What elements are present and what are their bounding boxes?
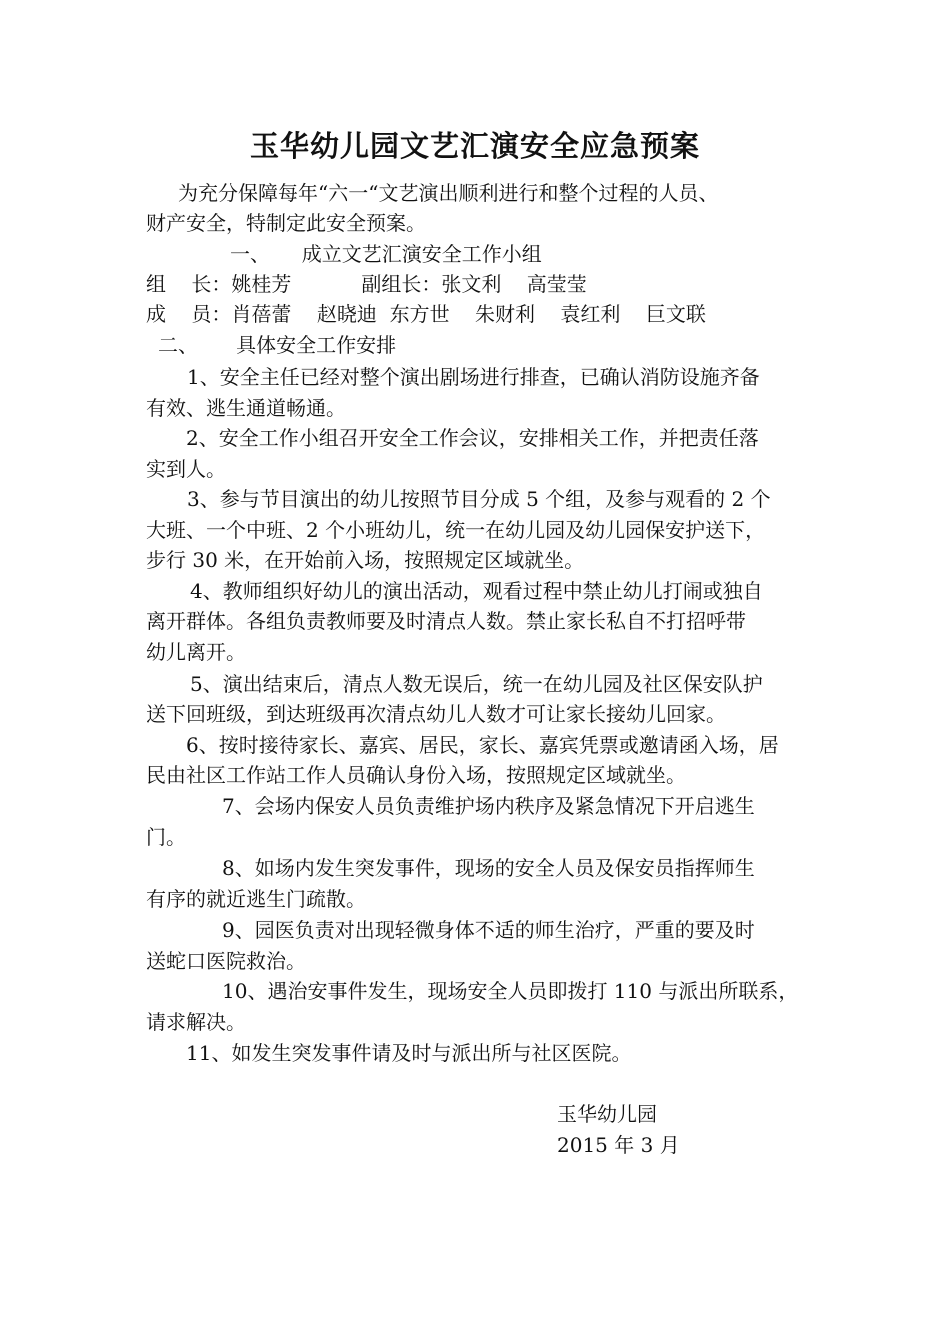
item-5-line-2: 送下回班级，到达班级再次清点幼儿人数才可让家长接幼儿回家。 <box>146 702 726 726</box>
item-3-line-2: 大班、一个中班、2 个小班幼儿，统一在幼儿园及幼儿园保安护送下， <box>146 518 766 542</box>
signature-date: 2015 年 3 月 <box>557 1133 680 1157</box>
item-2-line-2: 实到人。 <box>146 457 226 481</box>
item-4-line-1: 4、教师组织好幼儿的演出活动，观看过程中禁止幼儿打闹或独自 <box>190 579 763 603</box>
item-7-line-1: 7、会场内保安人员负责维护场内秩序及紧急情况下开启逃生 <box>222 794 755 818</box>
item-10-line-2: 请求解决。 <box>146 1010 246 1034</box>
item-11-line-1: 11、如发生突发事件请及时与派出所与社区医院。 <box>186 1041 632 1065</box>
item-9-line-1: 9、园医负责对出现轻微身体不适的师生治疗，严重的要及时 <box>222 918 755 942</box>
intro-line-1: 为充分保障每年“六一“文艺演出顺利进行和整个过程的人员、 <box>178 181 719 205</box>
item-1-line-1: 1、安全主任已经对整个演出剧场进行排查，已确认消防设施齐备 <box>187 365 760 389</box>
members-line: 成 员：肖蓓蕾 赵晓迪 东方世 朱财利 袁红利 巨文联 <box>146 302 706 326</box>
item-6-line-1: 6、按时接待家长、嘉宾、居民，家长、嘉宾凭票或邀请函入场，居 <box>186 733 779 757</box>
item-3-line-1: 3、参与节目演出的幼儿按照节目分成 5 个组，及参与观看的 2 个 <box>187 487 771 511</box>
item-5-line-1: 5、演出结束后，清点人数无误后，统一在幼儿园及社区保安队护 <box>190 672 763 696</box>
signature-organization: 玉华幼儿园 <box>557 1102 657 1126</box>
item-1-line-2: 有效、逃生通道畅通。 <box>146 396 346 420</box>
item-9-line-2: 送蛇口医院救治。 <box>146 949 306 973</box>
item-2-line-1: 2、安全工作小组召开安全工作会议，安排相关工作，并把责任落 <box>186 426 759 450</box>
intro-line-2: 财产安全，特制定此安全预案。 <box>146 211 426 235</box>
item-6-line-2: 民由社区工作站工作人员确认身份入场，按照规定区域就坐。 <box>146 763 686 787</box>
section-1-heading: 一、 成立文艺汇演安全工作小组 <box>230 242 542 266</box>
section-2-heading: 二、 具体安全工作安排 <box>158 333 397 357</box>
document-title: 玉华幼儿园文艺汇演安全应急预案 <box>249 129 700 163</box>
item-7-line-2: 门。 <box>146 825 186 849</box>
item-8-line-2: 有序的就近逃生门疏散。 <box>146 887 366 911</box>
leaders-line: 组 长：姚桂芳 副组长：张文利 高莹莹 <box>146 272 587 296</box>
item-4-line-2: 离开群体。各组负责教师要及时清点人数。禁止家长私自不打招呼带 <box>146 609 746 633</box>
item-8-line-1: 8、如场内发生突发事件，现场的安全人员及保安员指挥师生 <box>222 856 755 880</box>
item-3-line-3: 步行 30 米，在开始前入场，按照规定区域就坐。 <box>146 548 585 572</box>
item-4-line-3: 幼儿离开。 <box>146 640 246 664</box>
item-10-line-1: 10、遇治安事件发生，现场安全人员即拨打 110 与派出所联系， <box>222 979 799 1003</box>
